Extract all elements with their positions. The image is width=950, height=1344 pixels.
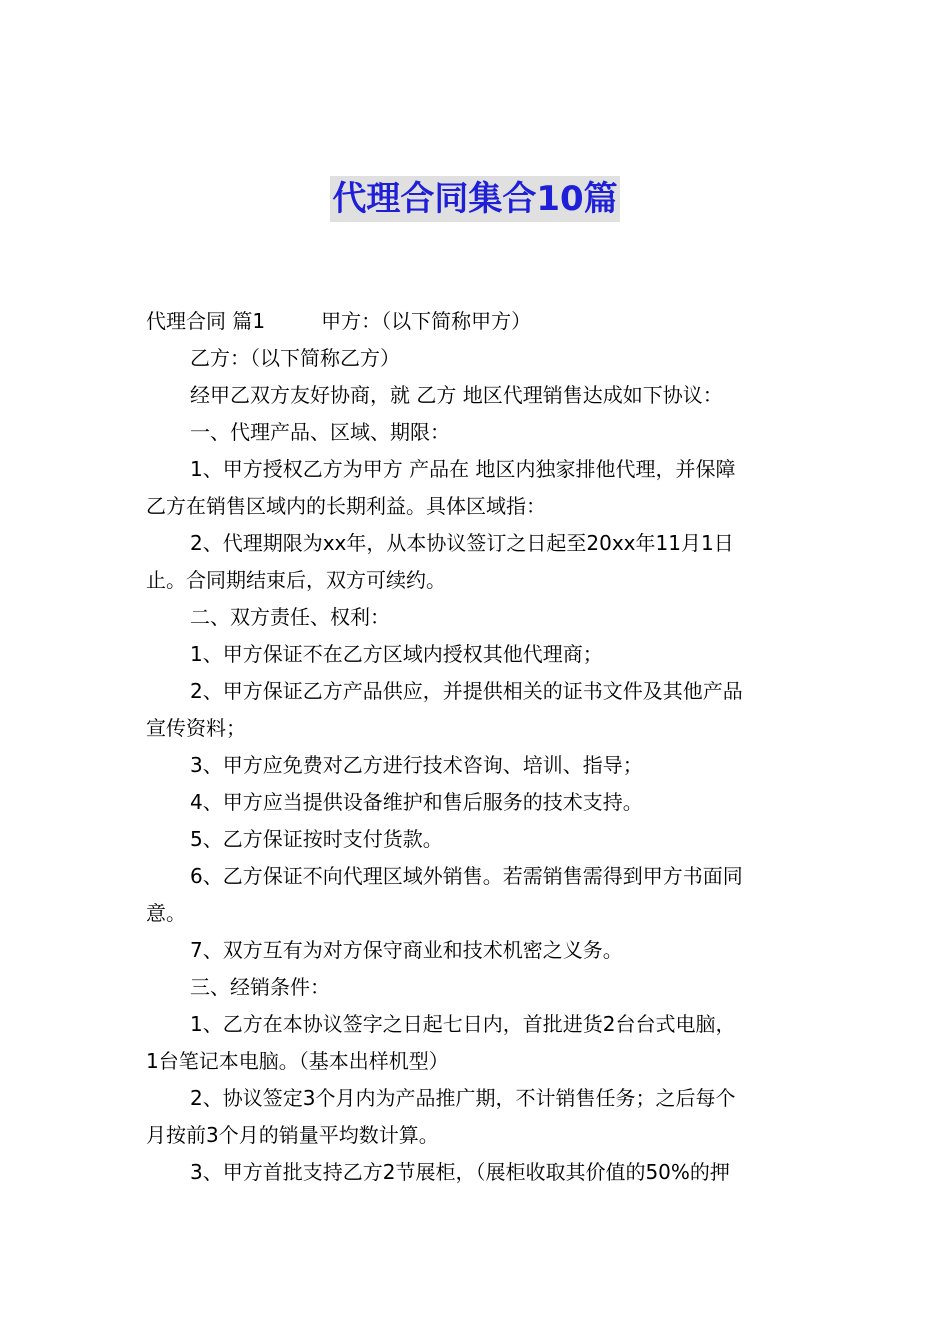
paragraph-line: 2、甲方保证乙方产品供应，并提供相关的证书文件及其他产品 [190, 679, 743, 703]
paragraph-line: 3、甲方应免费对乙方进行技术咨询、培训、指导； [190, 753, 643, 777]
paragraph-line: 一、代理产品、区域、期限： [190, 420, 450, 444]
paragraph-line: 乙方在销售区域内的长期利益。具体区域指： [146, 494, 546, 518]
paragraph-line: 1、甲方保证不在乙方区域内授权其他代理商； [190, 642, 603, 666]
paragraph-line: 3、甲方首批支持乙方2节展柜，（展柜收取其价值的50%的押 [190, 1160, 730, 1184]
paragraph-line: 三、经销条件： [190, 975, 330, 999]
paragraph-line: 月按前3个月的销量平均数计算。 [146, 1123, 439, 1147]
paragraph-line: 止。合同期结束后，双方可续约。 [146, 568, 446, 592]
document-body [146, 303, 811, 1191]
title-wrap [0, 176, 950, 222]
section-heading: 代理合同 篇1 [146, 309, 266, 333]
paragraph-line: 2、协议签定3个月内为产品推广期，不计销售任务；之后每个 [190, 1086, 736, 1110]
paragraph-line: 1、乙方在本协议签字之日起七日内，首批进货2台台式电脑， [190, 1012, 736, 1036]
paragraph-line: 2、代理期限为xx年，从本协议签订之日起至20xx年11月1日 [190, 531, 734, 555]
paragraph-line: 4、甲方应当提供设备维护和售后服务的技术支持。 [190, 790, 643, 814]
paragraph-line: 6、乙方保证不向代理区域外销售。若需销售需得到甲方书面同 [190, 864, 743, 888]
paragraph-line: 经甲乙双方友好协商，就 乙方 地区代理销售达成如下协议： [190, 383, 723, 407]
paragraph-line: 5、乙方保证按时支付货款。 [190, 827, 443, 851]
party-a-line: 甲方：（以下简称甲方） [321, 309, 532, 333]
heading-line [146, 303, 811, 340]
paragraph-line: 二、双方责任、权利： [190, 605, 390, 629]
paragraph-line: 宣传资料； [146, 716, 246, 740]
paragraph-line: 意。 [146, 901, 186, 925]
paragraph-line: 乙方：（以下简称乙方） [190, 346, 400, 370]
document-title: 代理合同集合10篇 [330, 176, 619, 222]
paragraph-line: 1台笔记本电脑。（基本出样机型） [146, 1049, 449, 1073]
paragraph-line: 7、双方互有为对方保守商业和技术机密之义务。 [190, 938, 623, 962]
paragraph-line: 1、甲方授权乙方为甲方 产品在 地区内独家排他代理，并保障 [190, 457, 736, 481]
